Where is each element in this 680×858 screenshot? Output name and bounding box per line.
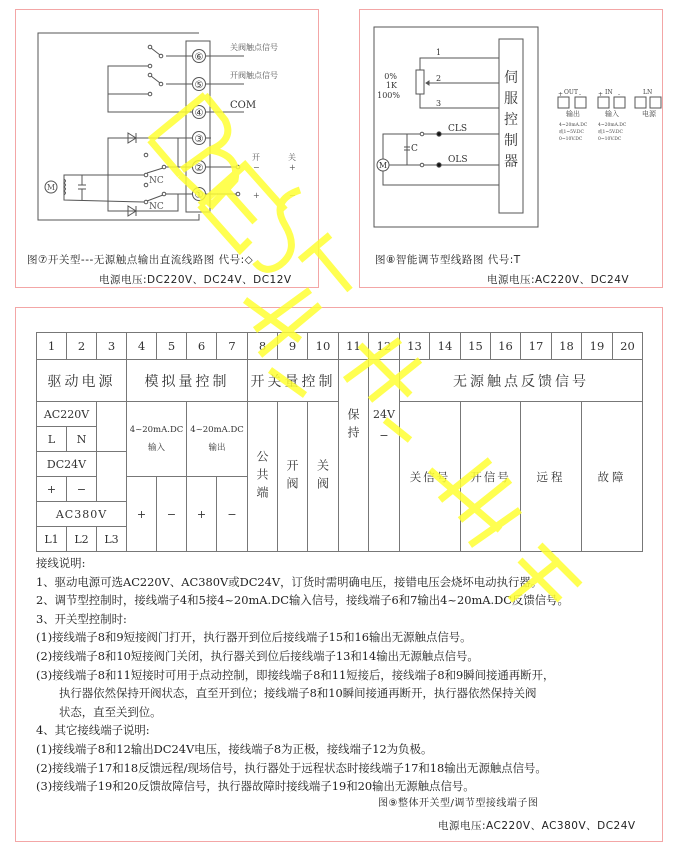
diagram-7-voltage: 电源电压:DC220V、DC24V、DC12V: [99, 274, 292, 286]
v24-label: 24V: [373, 408, 395, 421]
wiring-notes: [36, 554, 656, 796]
note-line: 4、其它接线端子说明:: [36, 723, 150, 738]
analog-output-label: 输出: [208, 443, 226, 453]
ac380-label: AC380V: [37, 502, 127, 527]
switch-type-circuit-diagram: [16, 10, 318, 230]
open-valve-label: 开阀: [285, 458, 299, 495]
ln-title: LN: [643, 89, 653, 96]
terminal-number: 10: [308, 333, 339, 360]
diagram-9-voltage: 电源电压:AC220V、AC380V、DC24V: [438, 820, 636, 832]
terminal-number: 6: [187, 333, 217, 360]
terminal-3: ③: [194, 134, 204, 145]
analog-in-plus: +: [127, 477, 157, 552]
in-label: 输入: [605, 110, 619, 118]
wire-3-label: 3: [436, 99, 442, 108]
analog-input-label: 输入: [147, 443, 165, 453]
motor-label: M: [378, 161, 388, 170]
in-spec-2: 或1~5V.DC: [598, 130, 623, 135]
terminal-number: 4: [127, 333, 157, 360]
group-row: [37, 360, 643, 402]
terminal-number: 3: [97, 333, 127, 360]
controller-char-2: 服: [504, 91, 518, 107]
hold-cell: [339, 360, 369, 552]
note-line: 执行器依然保持开阀状态，直至开到位；接线端子8和10瞬间接通再断开，执行器依然保持关阀: [59, 686, 537, 701]
close-contact-signal-label: 关阀触点信号: [230, 43, 278, 52]
group-switch-control: 开关量控制: [248, 360, 339, 402]
open-label: 开: [252, 153, 260, 162]
close-valve-cell: [308, 402, 339, 552]
terminal-table: [36, 332, 643, 552]
in-title: IN: [605, 89, 613, 96]
l2-label: L2: [67, 527, 97, 552]
terminal-4: ④: [194, 108, 204, 119]
out-spec-2: 或1~5V.DC: [559, 130, 584, 135]
out-spec-3: 0~10V.DC: [559, 137, 583, 142]
diagram-9-panel: [15, 307, 663, 842]
diagram-7-caption: 图⑦开关型---无源触点输出直流线路图 代号:◇: [27, 254, 254, 266]
pot-label-0: 0%: [384, 72, 397, 81]
analog-out-plus: +: [187, 477, 217, 552]
in-minus: -: [618, 91, 621, 98]
analog-in-minus: −: [157, 477, 187, 552]
out-minus: -: [579, 91, 582, 98]
power-label: 电源: [642, 110, 656, 118]
l3-label: L3: [97, 527, 127, 552]
ac220-label: AC220V: [37, 402, 97, 427]
out-label: 输出: [566, 110, 580, 118]
close-signal-cell: 关信号: [400, 402, 461, 552]
group-feedback: 无源触点反馈信号: [400, 360, 643, 402]
terminal-number: 17: [521, 333, 552, 360]
out-spec-1: 4~20mA.DC: [559, 123, 588, 128]
diagram-9-caption: 图⑨整体开关型/调节型接线端子图: [378, 798, 539, 809]
close-valve-label: 关阀: [315, 458, 330, 495]
terminal-number: 7: [217, 333, 248, 360]
in-spec-3: 0~10V.DC: [598, 137, 622, 142]
diagram-8-caption: 图⑧智能调节型线路图 代号:T: [375, 254, 521, 266]
diagram-8-panel: [359, 9, 663, 288]
cls-label: CLS: [448, 124, 468, 134]
wire-1-label: 1: [436, 48, 442, 57]
terminal-number: 1: [37, 333, 67, 360]
open-contact-signal-label: 开阀触点信号: [230, 71, 278, 80]
nc-label-top: NC: [149, 176, 164, 186]
hold-label: 保持: [346, 408, 360, 444]
close-label: 关: [288, 153, 296, 162]
diagram-8-voltage: 电源电压:AC220V、DC24V: [487, 274, 630, 286]
terminal-number: 20: [613, 333, 643, 360]
analog-output-cell: [187, 402, 248, 477]
intelligent-regulating-circuit-diagram: [360, 10, 662, 230]
open-signal-cell: 开信号: [461, 402, 521, 552]
dc-minus-label: −: [67, 477, 97, 502]
note-line: 1、驱动电源可选AC220V、AC380V或DC24V，订货时需明确电压，接错电压会烧坏电动执行器。: [36, 574, 543, 589]
terminal-6: ⑥: [194, 52, 204, 63]
terminal-number: 15: [461, 333, 491, 360]
l-label: L: [37, 427, 67, 452]
terminal-number: 19: [582, 333, 613, 360]
note-line: (3)接线端子19和20反馈故障信号，执行器故障时接线端子19和20输出无源触点信号。: [36, 779, 475, 794]
common-label: 公共端: [255, 449, 269, 504]
terminal-number: 9: [278, 333, 308, 360]
controller-char-3: 控: [504, 112, 518, 128]
terminal-number: 16: [491, 333, 521, 360]
wire-2-label: 2: [436, 74, 442, 83]
note-line: (3)接线端子8和11短接时可用于点动控制，即接线端子8和11短接后，接线端子8和9瞬间接通再断开，: [36, 667, 555, 682]
out-title: OUT: [564, 89, 578, 96]
open-minus: −: [253, 163, 260, 172]
v24-minus: −: [379, 429, 389, 442]
terminal-2: ②: [194, 163, 204, 174]
terminal-number: 11: [339, 333, 369, 360]
pot-label-100: 100%: [377, 91, 400, 100]
com-label: COM: [230, 100, 257, 111]
note-line: 状态，直至关到位。: [59, 704, 162, 719]
group-analog-control: 模拟量控制: [127, 360, 248, 402]
common-cell: [248, 402, 278, 552]
capacitor-label: C: [411, 144, 418, 154]
nc-label-bottom: NC: [149, 202, 164, 212]
controller-char-5: 器: [504, 154, 518, 170]
note-line: (1)接线端子8和9短接阀门打开，执行器开到位后接线端子15和16输出无源触点信号。: [36, 630, 472, 645]
analog-output-spec: 4~20mA.DC: [190, 425, 244, 435]
controller-char-1: 伺: [504, 70, 518, 86]
analog-input-cell: [127, 402, 187, 477]
terminal-number: 12: [369, 333, 400, 360]
analog-out-minus: −: [217, 477, 248, 552]
note-line: (1)接线端子8和12输出DC24V电压，接线端子8为正极，接线端子12为负极。: [36, 741, 433, 756]
note-line: 3、开关型控制时:: [36, 611, 127, 626]
note-line: (2)接线端子8和10短接阀门关闭，执行器关到位后接线端子13和14输出无源触点信号。: [36, 648, 479, 663]
diagram-7-panel: [15, 9, 319, 288]
terminal-5: ⑤: [194, 80, 204, 91]
note-line: (2)接线端子17和18反馈远程/现场信号，执行器处于远程状态时接线端子17和18输出无源触点信号。: [36, 760, 547, 775]
controller-char-4: 制: [504, 133, 518, 149]
note-line: 2、调节型控制时，接线端子4和5接4~20mA.DC输入信号，接线端子6和7输出4~20mA.DC反馈信号。: [36, 593, 569, 608]
fault-cell: 故障: [582, 402, 643, 552]
empty-cell: [97, 402, 127, 452]
close-minus: −: [289, 191, 296, 200]
terminal-number: 14: [430, 333, 461, 360]
terminal-number: 8: [248, 333, 278, 360]
in-plus: +: [598, 91, 604, 98]
ols-label: OLS: [448, 155, 468, 165]
analog-input-spec: 4~20mA.DC: [129, 425, 184, 435]
terminal-number: 5: [157, 333, 187, 360]
group-drive-power: 驱动电源: [37, 360, 127, 402]
v24-cell: [369, 360, 400, 552]
terminal-number-row: [37, 333, 643, 360]
dc-plus-label: +: [37, 477, 67, 502]
terminal-number: 13: [400, 333, 430, 360]
n-label: N: [67, 427, 97, 452]
terminal-number: 2: [67, 333, 97, 360]
terminal-number: 18: [552, 333, 582, 360]
dc24-label: DC24V: [37, 452, 97, 477]
remote-cell: 远程: [521, 402, 582, 552]
close-plus: +: [289, 163, 296, 172]
empty-cell: [97, 452, 127, 502]
terminal-1: ①: [194, 190, 204, 201]
open-valve-cell: [278, 402, 308, 552]
in-spec-1: 4~20mA.DC: [598, 123, 627, 128]
pot-label-1k: 1K: [385, 81, 397, 90]
notes-title: 接线说明:: [36, 556, 86, 570]
motor-label: M: [46, 183, 56, 192]
open-plus: +: [253, 191, 260, 200]
l1-label: L1: [37, 527, 67, 552]
out-plus: +: [558, 91, 564, 98]
